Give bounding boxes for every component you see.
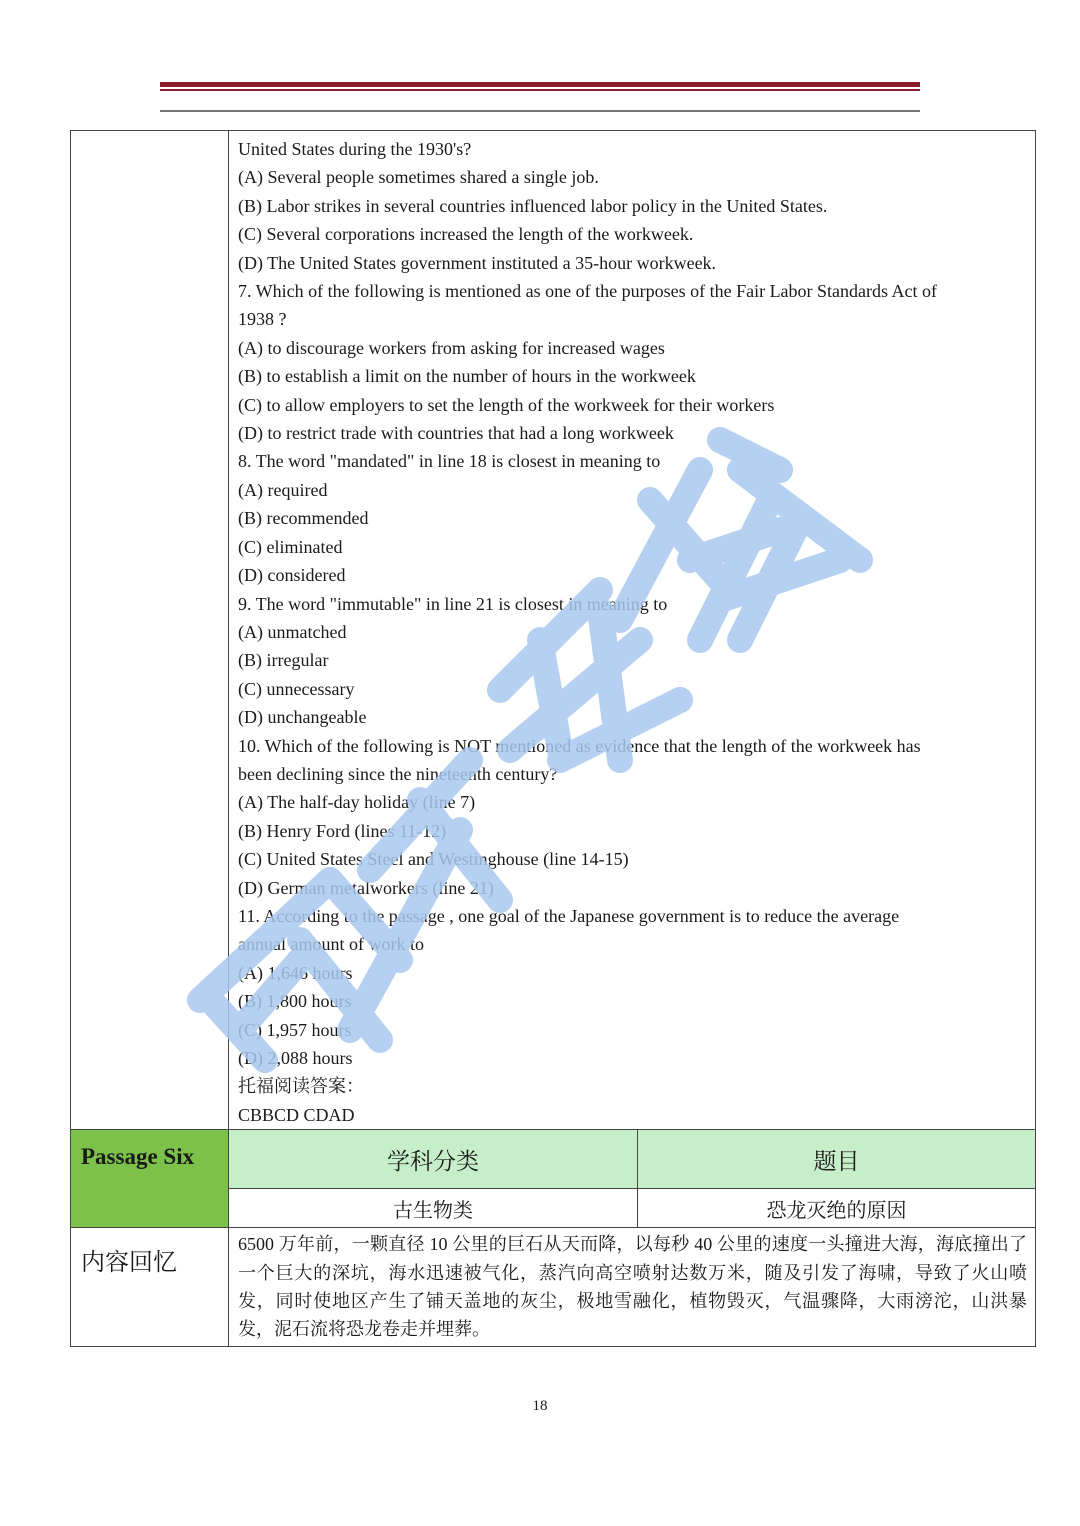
content-table [70, 130, 1036, 1347]
question-line: (B) Henry Ford (lines 11-12) [238, 820, 447, 841]
question-line: (A) unmatched [238, 621, 347, 642]
question-line: (D) considered [238, 565, 346, 586]
header-rule [160, 82, 920, 87]
answers-label: 托福阅读答案： [238, 1076, 364, 1097]
question-line: (C) Several corporations increased the length of the workweek. [238, 224, 694, 245]
question-line: 1938 ? [238, 309, 287, 330]
question-line: (B) Labor strikes in several countries influenced labor policy in the United States. [238, 195, 828, 216]
question-line: 10. Which of the following is NOT mentioned as evidence that the length of the workweek has [238, 735, 921, 756]
topic-value: 恐龙灭绝的原因 [638, 1189, 1036, 1228]
question-line: (A) Several people sometimes shared a single job. [238, 167, 599, 188]
question-line: (B) to establish a limit on the number of hours in the workweek [238, 366, 696, 387]
questions-cell [229, 131, 1036, 1130]
question-line: 7. Which of the following is mentioned as one of the purposes of the Fair Labor Standards Act of [238, 281, 938, 302]
topic-header: 题目 [638, 1130, 1036, 1189]
question-line: (C) 1,957 hours [238, 1019, 352, 1040]
category-header: 学科分类 [229, 1130, 638, 1189]
question-line: (B) irregular [238, 650, 329, 671]
header-rule-secondary [160, 89, 920, 91]
question-line: (C) unnecessary [238, 678, 355, 699]
question-line: 9. The word "immutable" in line 21 is closest in meaning to [238, 593, 668, 614]
page-number: 18 [532, 1398, 548, 1414]
passage-label: Passage Six [71, 1130, 229, 1228]
question-line: 11. According to the passage , one goal of the Japanese government is to reduce the average [238, 905, 900, 926]
question-line: been declining since the nineteenth century? [238, 763, 558, 784]
answers-value: CBBCD CDAD [238, 1104, 355, 1125]
questions-left-cell [71, 131, 229, 1130]
question-line: (D) The United States government instituted a 35-hour workweek. [238, 252, 717, 273]
question-line: (A) 1,646 hours [238, 962, 353, 983]
question-line: (A) The half-day holiday (line 7) [238, 792, 476, 813]
recall-label: 内容回忆 [71, 1228, 229, 1347]
question-line: 8. The word "mandated" in line 18 is closest in meaning to [238, 451, 661, 472]
passage-header-row [71, 1130, 1036, 1189]
question-line: annual amount of work to [238, 934, 424, 955]
recall-row [71, 1228, 1036, 1347]
question-line: (D) 2,088 hours [238, 1048, 353, 1068]
recall-text: 6500 万年前，一颗直径 10 公里的巨石从天而降，以每秒 40 公里的速度一头撞进大海，海底撞出了一个巨大的深坑，海水迅速被气化，蒸汽向高空喷射达数万米，随及引发了海啸，导致了火山喷发，同时使地区产生了铺天盖地的灰尘，极地雪融化，植物毁灭，气温骤降，大雨滂沱，山洪暴发，泥石流将恐龙卷走并埋葬。 [229, 1228, 1036, 1347]
category-value: 古生物类 [229, 1189, 638, 1228]
question-line: (C) to allow employers to set the length of the workweek for their workers [238, 394, 775, 415]
question-line: (C) eliminated [238, 536, 343, 557]
question-line: United States during the 1930's? [238, 139, 472, 159]
question-line: (D) unchangeable [238, 707, 367, 728]
question-line: (B) recommended [238, 508, 369, 529]
header-rule-gray [160, 110, 920, 112]
question-line: (A) to discourage workers from asking for increased wages [238, 337, 665, 358]
question-line: (D) to restrict trade with countries that had a long workweek [238, 423, 674, 444]
question-line: (A) required [238, 479, 328, 500]
question-line: (C) United States Steel and Westinghouse (line 14-15) [238, 849, 629, 870]
question-line: (D) German metalworkers (line 21) [238, 877, 494, 898]
question-line: (B) 1,800 hours [238, 991, 352, 1012]
questions-row [71, 131, 1036, 1130]
